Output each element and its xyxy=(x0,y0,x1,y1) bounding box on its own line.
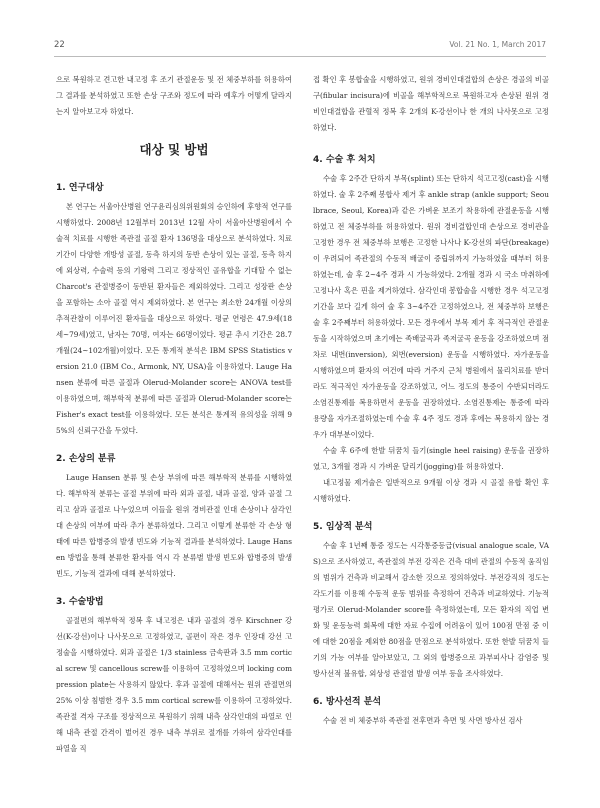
paragraph-radiographic-analysis: 수술 전 비 체중부하 족관절 전후면과 측면 및 사면 방사선 검사 xyxy=(323,716,523,725)
paragraph-postop-care: 수술 후 2주간 단하지 부목(splint) 또는 단하지 석고고정(cast)을 시행하였다. 술 후 2주째 봉합사 제거 후 ankle strap (ankle support; Seoulbrace, Seoul, Korea)과 같은 가벼운 보조기 착용하에 관절운동을 시행하였고 전 체중부하를 허용하였다. 원위 경비결합인대 손상으로 경비관을 고정한 경우 전 체중부하 보행은 고정한 나사나 K-강선의 파단(breakage)이 우려되어 족관절의 수동적 배굴이 증립위까지 가능하였을 때부터 허용하였는데, 술 후 2~4주 경과 시 가능하였다. 2개월 경과 시 국소 마취하에 고정나사 혹은 핀을 제거하였다. 삼각인대 봉합술을 시행한 경우 석고고정 기간을 보다 길게 하여 술 후 3~4주간 고정하였으나, 전 체중부하 보행은 술 후 2주째부터 허용하였다. 모든 경우에서 부목 제거 후 적극적인 관절운동을 시작하였으며 초기에는 족배굴곡과 족저굴곡 운동을 강조하였으며 점차로 내번(inversion), 외번(eversion) 운동을 시행하였다. 자가운동을 시행하였으며 환자의 여건에 따라 거주지 근처 병원에서 물리치료를 받더라도 적극적인 자가운동을 강조하였고, 어느 정도의 통증이 수반되더라도 소염진통제를 복용하면서 운동을 권장하였다. 소염진통제는 통증에 따라 용량을 자가조절하였는데 수술 후 4주 정도 경과 후에는 복용하지 않는 경우가 대부분이었다. xyxy=(313,174,549,439)
subsection-heading-study-subjects: 1. 연구대상 xyxy=(56,183,104,193)
header-rule xyxy=(54,56,546,57)
continued-paragraph: 접 확인 후 봉합술을 시행하였고, 원위 경비인대결합의 손상은 경골의 비골 구(fibular incisura)에 비골을 해부학적으로 복원하고자 손상된 원위 경비인대결합을 관혈적 정복 후 2개의 K-강선이나 한 개의 나사못으로 고정하였다. xyxy=(313,75,549,132)
section-title-methods: 대상 및 방법 xyxy=(139,142,209,157)
subsection-heading-radiographic-analysis: 6. 방사선적 분석 xyxy=(313,697,382,707)
paragraph-study-subjects: 본 연구는 서울아산병원 연구윤리심의위원회의 승인하에 후향적 연구를 시행하였다. 2008년 12월부터 2013년 12월 사이 서울아산병원에서 수술적 치료를 시행한 족관절 골절 환자 136명을 대상으로 분석하였다. 치료기간이 다양한 개방성 골절, 동측 하지의 동반 손상이 있는 골절, 동측 하지에 외상력, 수술력 등의 기왕력 그리고 정상적인 골유합을 기대할 수 없는 Charcot's 관절병증이 동반된 환자들은 제외하였다. 그리고 성장판 손상을 포함하는 소아 골절 역시 제외하였다. 본 연구는 최소한 24개월 이상의 추적관찰이 이루어진 환자들을 대상으로 하였다. 평균 연령은 47.9세(18세~79세)였고, 남자는 70명, 여자는 66명이었다. 평균 추시 기간은 28.7개월(24~102개월)이었다. 모든 통계적 분석은 IBM SPSS Statistics version 21.0 (IBM Co., Armonk, NY, USA)을 이용하였다. Lauge Hansen 분류에 따른 골절과 Olerud-Molander score는 ANOVA test를 이용하였으며, 해부학적 분류에 따른 골절과 Olerud-Molander score는 Fisher's exact test를 이용하였다. 모든 분석은 통계적 유의성을 위해 95%의 신뢰구간을 두었다. xyxy=(56,202,292,435)
subsection-heading-surgical-method: 3. 수술방법 xyxy=(56,597,104,607)
right-column xyxy=(313,72,549,729)
paragraph-clinical-analysis: 수술 후 1년째 통증 정도는 시각통증등급(visual analogue scale, VAS)으로 조사하였고, 족관절의 부전 강직은 건측 대비 관절의 수동적 움직임의 범위가 건측과 비교해서 감소한 것으로 정의하였다. 부전강직의 정도는 각도기를 이용해 수동적 운동 범위를 측정하여 건측과 비교하였다. 기능적 평가로 Olerud-Molander score를 측정하였는데, 모든 환자의 직업 변화 및 운동능력 회복에 대한 자료 수집에 어려움이 있어 100점 만점 중 이에 대한 20점을 제외한 80점을 만점으로 분석하였다. 또한 한발 뒤꿈치 들기의 가능 여부를 알아보았고, 그 외의 합병증으로 과부피사나 감염증 및 방사선적 불유합, 외상성 관절염 발생 여부 등을 조사하였다. xyxy=(313,541,549,678)
left-column xyxy=(56,72,292,757)
paragraph-heel-raising: 수술 후 6주에 한발 뒤꿈치 들기(single heel raising) 운동을 권장하였고, 3개월 경과 시 가벼운 달리기(jogging)를 허용하였다. xyxy=(313,446,549,471)
paragraph-hardware-removal: 내고정물 제거술은 일반적으로 9개월 이상 경과 시 골절 유합 확인 후 시행하였다. xyxy=(313,478,549,503)
subsection-heading-clinical-analysis: 5. 임상적 분석 xyxy=(313,522,373,532)
intro-paragraph: 으로 복원하고 견고한 내고정 후 조기 관절운동 및 전 체중부하를 허용하여 그 결과를 분석하였고 또한 손상 구조와 정도에 따라 예후가 어떻게 달라지는지 알아보고자 하였다. xyxy=(56,75,292,116)
page-number: 22 xyxy=(54,40,65,50)
paragraph-injury-classification: Lauge Hansen 분류 및 손상 부위에 따른 해부학적 분류를 시행하였다. 해부학적 분류는 골절 부위에 따라 외과 골절, 내과 골절, 양과 골절 그리고 삼과 골절로 나누었으며 이들을 원위 경비관절 인대 손상이나 삼각인대 손상의 여부에 따라 추가 분류하였다. 그리고 이렇게 분류한 각 손상 형태에 따른 합병증의 발생 빈도와 기능적 결과를 분석하였다. Lauge Hansen 방법을 통해 분류한 환자를 역시 각 분류별 발생 빈도와 합병증의 발생 빈도, 기능적 결과에 대해 분석하였다. xyxy=(56,473,292,578)
subsection-heading-injury-classification: 2. 손상의 분류 xyxy=(56,454,116,464)
page-header xyxy=(54,40,546,54)
subsection-heading-postop-care: 4. 수술 후 처치 xyxy=(313,155,376,165)
paragraph-surgical-method: 골절편의 해부학적 정복 후 내고정은 내과 골절의 경우 Kirschner 강선(K-강선)이나 나사못으로 고정하였고, 골편이 작은 경우 인장대 강선 고정술을 시행하였다. 외과 골절은 1/3 stainless 금속판과 3.5 mm cortical screw 및 cancellous screw를 이용하여 고정하였으며 locking compression plate는 사용하지 않았다. 후과 골절에 대해서는 원위 관절면의 25% 이상 침범한 경우 3.5 mm cortical screw를 이용하여 고정하였다. 족관절 격자 구조를 정상적으로 복원하기 위해 내측 삼각인대의 파열로 인해 내측 관절 간격이 벌어진 경우 내측 부위로 절개를 가하여 삼각인대를 파열을 직 xyxy=(56,616,292,753)
journal-citation: Vol. 21 No. 1, March 2017 xyxy=(449,40,546,49)
